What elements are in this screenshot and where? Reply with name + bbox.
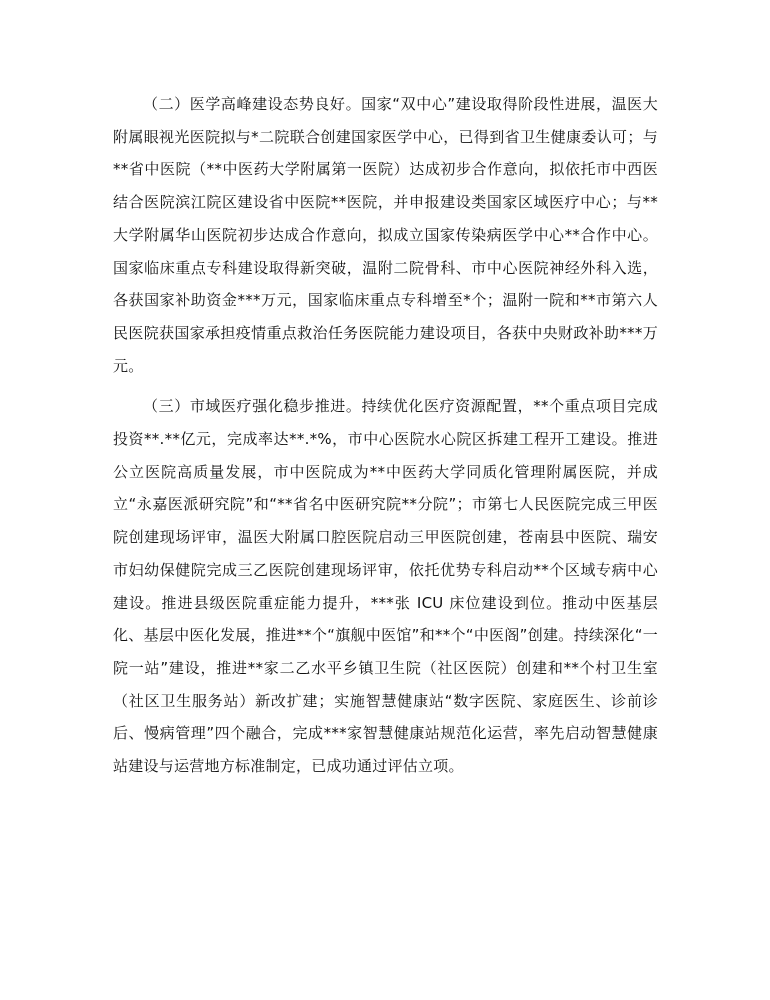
document-page bbox=[113, 88, 658, 783]
paragraph-municipal-medical-strengthening: （三）市域医疗强化稳步推进。持续优化医疗资源配置，**个重点项目完成投资**.**亿元，完成率达**.*%，市中心医院水心院区拆建工程开工建设。推进公立医院高质量发展，市中医院成为**中医药大学同质化管理附属医院，并成立“永嘉医派研究院”和“**省名中医研究院**分院”；市第七人民医院完成三甲医院创建现场评审，温医大附属口腔医院启动三甲医院创建，苍南县中医院、瑞安市妇幼保健院完成三乙医院创建现场评审，依托优势专科启动**个区域专病中心建设。推进县级医院重症能力提升，***张 ICU 床位建设到位。推动中医基层化、基层中医化发展，推进**个“旗舰中医馆”和**个“中医阁”创建。持续深化“一院一站”建设，推进**家二乙水平乡镇卫生院（社区医院）创建和**个村卫生室（社区卫生服务站）新改扩建；实施智慧健康站“数字医院、家庭医生、诊前诊后、慢病管理”四个融合，完成***家智慧健康站规范化运营，率先启动智慧健康站建设与运营地方标准制定，已成功通过评估立项。 bbox=[113, 397, 658, 776]
paragraph-medical-peak-construction: （二）医学高峰建设态势良好。国家“双中心”建设取得阶段性进展，温医大附属眼视光医院拟与*二院联合创建国家医学中心，已得到省卫生健康委认可；与**省中医院（**中医药大学附属第一医院）达成初步合作意向，拟依托市中西医结合医院滨江院区建设省中医院**医院，并申报建设类国家区域医疗中心；与**大学附属华山医院初步达成合作意向，拟成立国家传染病医学中心**合作中心。国家临床重点专科建设取得新突破，温附二院骨科、市中心医院神经外科入选，各获国家补助资金***万元，国家临床重点专科增至*个；温附一院和**市第六人民医院获国家承担疫情重点救治任务医院能力建设项目，各获中央财政补助***万元。 bbox=[113, 95, 658, 375]
